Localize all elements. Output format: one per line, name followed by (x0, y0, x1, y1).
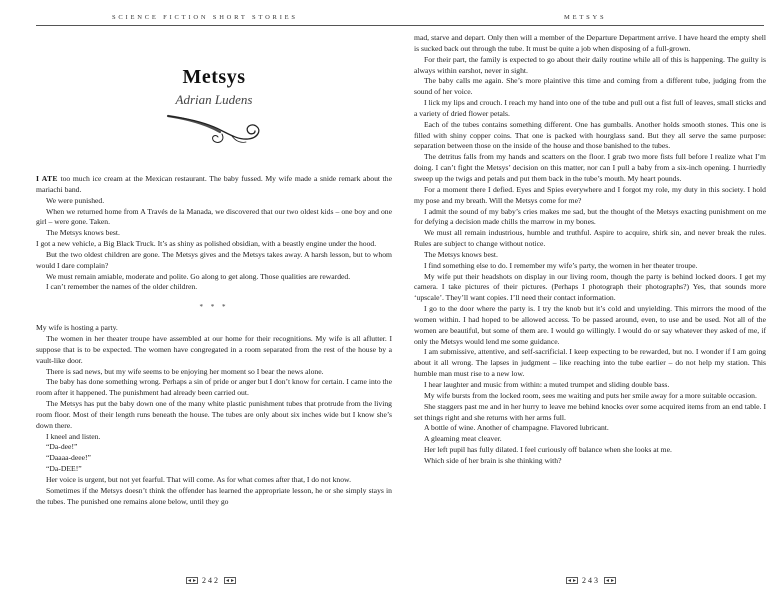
paragraph: We must all remain industrious, humble and truthful. Aspire to acquire, shirk sin, and never break the rules. Rules are subject to change without notice. (414, 228, 766, 249)
folio-ornament-icon (224, 577, 236, 584)
scroll-flourish-icon (166, 112, 270, 146)
paragraph: I got a new vehicle, a Big Black Truck. It’s as shiny as polished obsidian, with a beastly engine under the hood. (36, 239, 377, 249)
paragraph: I kneel and listen. (46, 431, 101, 441)
paragraph: I am submissive, attentive, and self-sacrificial. I keep expecting to be rewarded, but no. I wonder if I am going about it all wrong. The lapses in judgment – like reaching into the tube earlier – do not help my station. This humble man must rise to a new low. (414, 347, 766, 379)
section-break: * * * (199, 303, 229, 312)
folio-ornament-icon (566, 577, 578, 584)
paragraph: A bottle of wine. Another of champagne. Flavored lubricant. (424, 423, 609, 433)
paragraph: The women in her theater troupe have assembled at our home for their recognitions. My wife is all aflutter. I suppose that is to be expected. The women have congregated in a room separated from the rest of the house by a vault-like door. (36, 333, 392, 365)
paragraph: We were punished. (46, 195, 105, 205)
folio-ornament-icon (604, 577, 616, 584)
opening-paragraph (36, 174, 392, 196)
paragraph: The baby calls me again. She’s more plaintive this time and coming from a different tube, judging from the sound of her voice. (414, 76, 766, 97)
paragraph: Her voice is urgent, but not yet fearful. That will come. As for what comes after that, I do not know. (46, 474, 351, 484)
header-rule-left (36, 25, 392, 26)
paragraph: There is sad news, but my wife seems to be enjoying her moment so I bear the news alone. (46, 366, 324, 376)
paragraph: For a moment there I defied. Eyes and Spies everywhere and I forgot my role, my duty in this society. I hold my pose and my breath. Will the Metsys come for me? (414, 184, 766, 205)
right-body-text (414, 33, 766, 467)
paragraph: I lick my lips and crouch. I reach my hand into one of the tube and pull out a fist full of leaves, small sticks and a variety of dried flower petals. (414, 98, 766, 118)
paragraph: Which side of her brain is she thinking with? (424, 455, 562, 465)
story-title: Metsys (182, 66, 246, 88)
right-page (392, 0, 784, 600)
paragraph: My wife bursts from the locked room, sees me waiting and puts her smile away for a more suitable occasion. (424, 390, 757, 400)
running-head-left: SCIENCE FICTION SHORT STORIES (112, 14, 298, 21)
paragraph: I go to the door where the party is. I try the knob but it’s cold and unyielding. This mirrors the mood of the women within. I had hoped to be allowed access. To be passed around, even, to use and be used. Not all of the women are beautiful, but some of them are. I would go willingly. I would do or say whatever they asked of me, if only the Metsys would lend me some guidance. (414, 304, 766, 346)
paragraph: “Daaaa-deee!” (46, 453, 91, 463)
page-number-left (186, 575, 236, 585)
paragraph: My wife put their headshots on display in our living room, though the party is behind locked doors. I get my camera. I take pictures of their pictures. (Perhaps I photograph their photographs?) Yes, that sounds more ‘upscale’. They’ll want copies. I’ll need their contact information. (414, 271, 766, 303)
paragraph: She staggers past me and in her hurry to leave me behind knocks over some acquired items from an end table. I set things right and she returns with her arms full. (414, 401, 766, 422)
folio-ornament-icon (186, 577, 198, 584)
paragraph: “Da-dee!” (46, 442, 78, 452)
continuation-paragraph: mad, starve and depart. Only then will a member of the Departure Department arrive. I have heard the empty shell is sucked back out through the tube. It must be quite a job when disposing of a full-grown. (414, 33, 766, 53)
paragraph: I admit the sound of my baby’s cries makes me sad, but the thought of the Metsys exacting punishment on me for defying a decision made chills the marrow in my bones. (414, 206, 766, 227)
story-author: Adrian Ludens (175, 92, 253, 107)
page-number-right (566, 575, 616, 585)
paragraph: Her left pupil has fully dilated. I feel curiously off balance when she looks at me. (424, 445, 672, 455)
title-block (36, 66, 392, 108)
page-number: 242 (202, 575, 220, 585)
paragraph: I can’t remember the names of the older children. (46, 282, 198, 292)
paragraph: “Da-DEE!” (46, 464, 82, 474)
header-rule-right (392, 25, 764, 26)
paragraph: But the two oldest children are gone. The Metsys gives and the Metsys takes away. A harsh lesson, but to whom would I dare complain? (36, 249, 392, 270)
paragraph: The detritus falls from my hands and scatters on the floor. I grab two more fists full before I realize what I’m doing. I can’t fight the Metsys’ decision on this matter, nor can I pull a baby from a six-inch opening. I hurriedly sweep up the twigs and petals and put them back in the tube’s mouth. My heart pounds. (414, 152, 766, 183)
paragraph: I hear laughter and music from within: a muted trumpet and sliding double bass. (424, 380, 670, 389)
paragraph: When we returned home from A Través de la Manada, we discovered that our two oldest kids – one boy and one girl – were gone. Taken. (36, 206, 392, 227)
paragraph: The Metsys has put the baby down one of the many white plastic punishment tubes that protrude from the living room floor. Most of their length runs beneath the house. The tubes are only about six inches wide but I know she’s down there. (36, 399, 392, 430)
paragraph: The Metsys knows best. (46, 228, 120, 238)
opening-rest: too much ice cream at the Mexican restaurant. The baby fussed. My wife made a snide remark about the mariachi band. (36, 174, 392, 194)
paragraph: The Metsys knows best. (424, 249, 498, 259)
paragraph: The baby has done something wrong. Perhaps a sin of pride or anger but I don’t know for certain. I came into the room after it happened. The punishment had already been carried out. (36, 377, 392, 398)
paragraph: For their part, the family is expected to go about their daily routine while all of this is happening. The guilty is always within earshot, never in sight. (414, 54, 766, 75)
paragraph: I find something else to do. I remember my wife’s party, the women in her theater troupe. (424, 260, 698, 270)
running-head-right: METSYS (564, 14, 607, 21)
section-opening: My wife is hosting a party. (36, 323, 118, 333)
paragraph: A gleaming meat cleaver. (424, 434, 502, 444)
paragraph: Each of the tubes contains something different. One has gumballs. Another holds smooth stones. This one is filled with shiny copper coins. That one is packed with hourglass sand. But they all serve the same purpose: separation between those on the inside of the house and those banished to the tubes. (414, 119, 766, 151)
paragraph: Sometimes if the Metsys doesn’t think the offender has learned the appropriate lesson, he or she simply stays in the tubes. The punished one remains alone below, until they go (36, 485, 392, 506)
left-body-text (36, 174, 392, 507)
page-number: 243 (582, 575, 600, 585)
paragraph: We must remain amiable, moderate and polite. Go along to get along. Those qualities are rewarded. (46, 271, 351, 281)
opening-lead: I ATE (36, 174, 58, 183)
